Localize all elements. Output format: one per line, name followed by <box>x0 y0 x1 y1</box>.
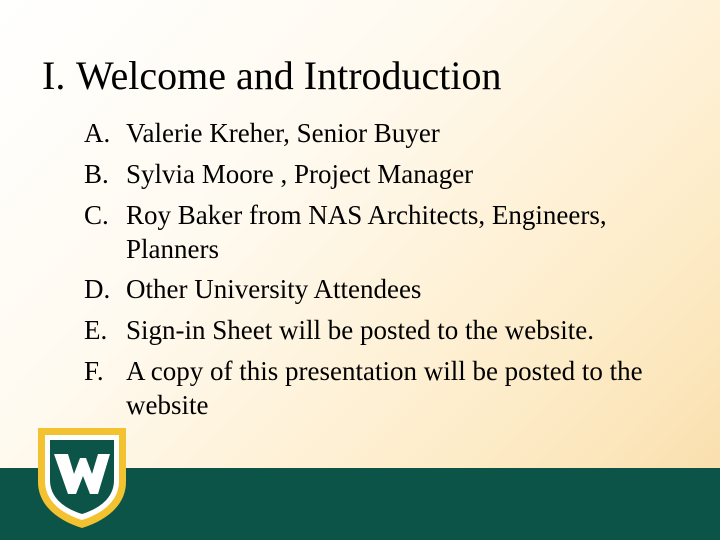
list-item-text: A copy of this presentation will be posted to the website <box>126 356 643 420</box>
agenda-list <box>84 116 704 422</box>
list-item-text: Roy Baker from NAS Architects, Engineers, Planners <box>126 200 607 264</box>
list-item <box>84 313 704 348</box>
list-item-text: Other University Attendees <box>126 274 422 304</box>
list-item <box>84 354 704 422</box>
list-marker: F. <box>84 356 104 386</box>
list-marker: D. <box>84 274 111 304</box>
list-marker: C. <box>84 200 109 230</box>
list-marker: B. <box>84 159 109 189</box>
slide-title <box>42 52 502 100</box>
list-item-text: Valerie Kreher, Senior Buyer <box>126 118 440 148</box>
list-item <box>84 272 704 307</box>
list-item-text: Sylvia Moore , Project Manager <box>126 159 474 189</box>
list-item-text: Sign-in Sheet will be posted to the website. <box>126 315 594 345</box>
list-item <box>84 198 704 266</box>
list-item <box>84 157 704 192</box>
list-marker: E. <box>84 315 108 345</box>
university-shield-w-icon <box>34 424 130 530</box>
title-number: I. <box>42 53 66 98</box>
list-item <box>84 116 704 151</box>
title-text: Welcome and Introduction <box>76 53 502 98</box>
list-marker: A. <box>84 118 111 148</box>
